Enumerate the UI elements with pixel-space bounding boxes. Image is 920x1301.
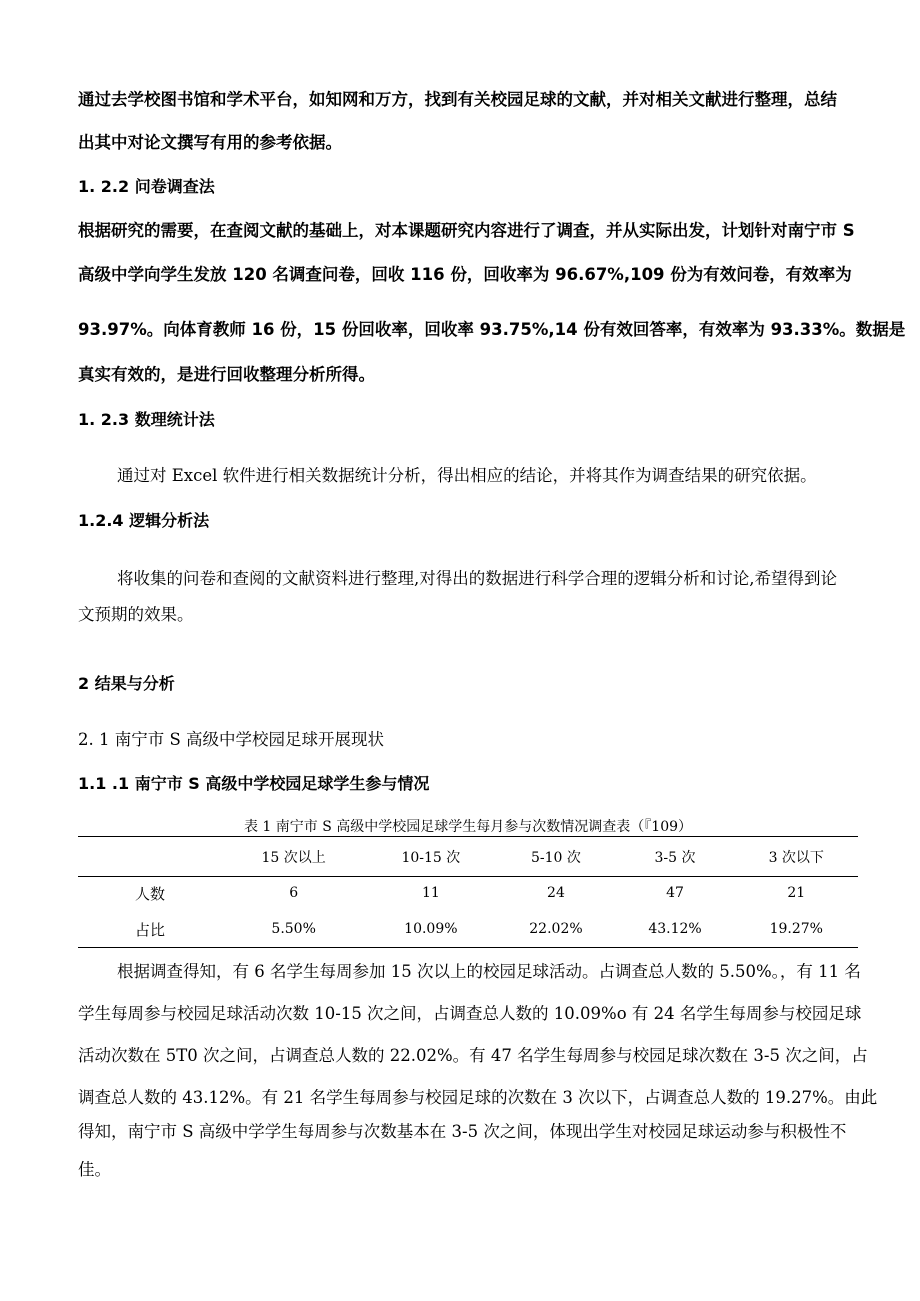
table-header-cell: 10-15 次 (401, 850, 461, 866)
table-cell: 43.12% (648, 921, 702, 937)
para-line: 调查总人数的 43.12%。有 21 名学生每周参与校园足球的次数在 3 次以下，占调查总人数的 19.27%。由此 (78, 1088, 878, 1107)
para-line: 佳。 (78, 1160, 111, 1179)
table-cell: 6 (289, 885, 299, 901)
para-line: 通过对 Excel 软件进行相关数据统计分析，得出相应的结论，并将其作为调查结果的研究依据。 (117, 466, 817, 485)
para-line: 根据调查得知，有 6 名学生每周参加 15 次以上的校园足球活动。占调查总人数的 5.50%。，有 11 名 (117, 962, 861, 981)
intro-para-line: 出其中对论文撰写有用的参考依据。 (78, 133, 342, 152)
table-header-cell: 3 次以下 (768, 850, 824, 866)
para-line: 得知，南宁市 S 高级中学学生每周参与次数基本在 3-5 次之间，体现出学生对校园足球运动参与积极性不 (78, 1122, 847, 1141)
row-label: 人数 (134, 884, 165, 903)
table-cell: 24 (547, 885, 565, 901)
table-header-cell (78, 839, 222, 875)
table-header-cell: 5-10 次 (531, 850, 581, 866)
participation-table (78, 839, 858, 947)
table-cell: 47 (666, 885, 684, 901)
table-cell: 21 (787, 885, 806, 901)
table-cell: 19.27% (769, 921, 823, 937)
table-caption: 表 1 南宁市 S 高级中学校园足球学生每月参与次数情况调查表（『109） (243, 819, 693, 835)
para-line: 将收集的问卷和查阅的文献资料进行整理,对得出的数据进行科学合理的逻辑分析和讨论,希望得到论 (117, 569, 837, 588)
table-bottom-rule (78, 947, 858, 948)
section-heading-1-2-4: 1.2.4 逻辑分析法 (78, 511, 210, 530)
para-line: 真实有效的，是进行回收整理分析所得。 (78, 365, 375, 384)
para-line: 高级中学向学生发放 120 名调查问卷，回收 116 份，回收率为 96.67%,109 份为有效问卷，有效率为 (78, 265, 852, 284)
table-row (78, 875, 858, 911)
section-heading-2-1: 2. 1 南宁市 S 高级中学校园足球开展现状 (78, 730, 385, 749)
intro-para-line: 通过去学校图书馆和学术平台，如知网和万方，找到有关校园足球的文献，并对相关文献进行整理，总结 (78, 90, 837, 109)
table-header-cell: 3-5 次 (654, 850, 696, 866)
table-cell: 11 (421, 885, 440, 901)
section-heading-1-2-2: 1. 2.2 问卷调查法 (78, 177, 215, 196)
row-label: 占比 (134, 920, 165, 939)
table-cell: 10.09% (404, 921, 458, 937)
para-line: 文预期的效果。 (78, 605, 194, 624)
section-heading-2: 2 结果与分析 (78, 674, 175, 693)
table-header-row (78, 839, 858, 875)
para-line: 学生每周参与校园足球活动次数 10-15 次之间，占调查总人数的 10.09%o 有 24 名学生每周参与校园足球 (78, 1004, 862, 1023)
table-header-cell: 15 次以上 (261, 850, 326, 866)
table-header-rule (78, 876, 858, 877)
table-top-rule (78, 836, 858, 837)
table-cell: 5.50% (271, 921, 316, 937)
section-heading-2-1-1: 1.1 .1 南宁市 S 高级中学校园足球学生参与情况 (78, 774, 430, 793)
table-row (78, 911, 858, 947)
table-cell: 22.02% (529, 921, 583, 937)
section-heading-1-2-3: 1. 2.3 数理统计法 (78, 410, 215, 429)
para-line: 活动次数在 5T0 次之间，占调查总人数的 22.02%。有 47 名学生每周参与校园足球次数在 3-5 次之间，占 (78, 1046, 868, 1065)
para-line: 根据研究的需要，在查阅文献的基础上，对本课题研究内容进行了调查，并从实际出发，计划针对南宁市 S (78, 221, 855, 240)
para-line: 93.97%。向体育教师 16 份，15 份回收率，回收率 93.75%,14 份有效回答率，有效率为 93.33%。数据是 (78, 320, 906, 339)
